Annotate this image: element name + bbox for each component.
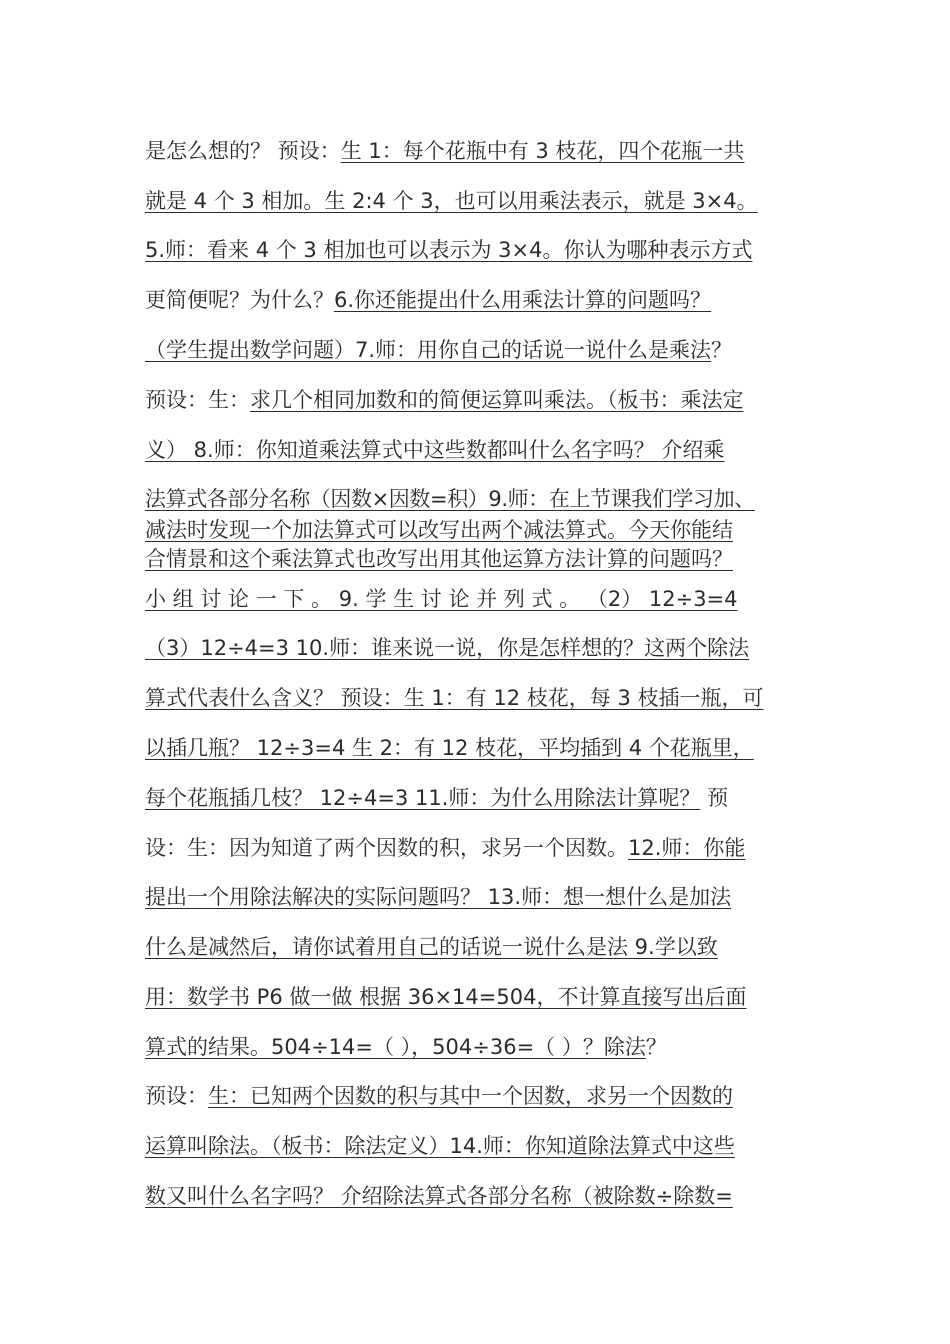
underlined-text-run: 用：数学书 P6 做一做 根据 36×14=504，不计算直接写出后面 [145,985,747,1009]
underlined-text-run: 5.师：看来 4 个 3 相加也可以表示为 3×4。你认为哪种表示方式 [145,238,753,262]
text-line [145,546,810,572]
underlined-text-run: 法算式各部分名称（因数×因数=积）9.师：在上节课我们学习加、 [145,487,755,511]
underlined-text-run: 12.师：你能 [628,836,746,860]
text-line [145,138,810,164]
underlined-text-run: 合情景和这个乘法算式也改写出用其他运算方法计算的问题吗？ [145,547,733,571]
text-run: 预 [700,786,729,810]
text-run: ？ [711,338,733,362]
underlined-text-run: 以插几瓶？ 12÷3=4 生 2：有 12 枝花，平均插到 4 个花瓶里， [145,736,754,760]
underlined-text-run: 生 1：每个花瓶中有 3 枝花，四个花瓶一共 [340,139,745,163]
text-run: ？ [645,1035,667,1059]
text-run: 预设：生： [145,388,250,412]
text-line [145,237,810,263]
text-line [145,486,810,512]
text-line [145,1083,810,1109]
underlined-text-run: 什么是减然后，请你试着用自己的话说一说什么是法 9.学以致 [145,935,718,959]
text-line [145,984,810,1010]
underlined-text-run: 求几个相同加数和的简便运算叫乘法。（板书：乘法定 [250,388,744,412]
text-line [145,1034,810,1060]
underlined-text-run: 义） 8.师：你知道乘法算式中这些数都叫什么名字吗？ 介绍乘 [145,438,725,462]
text-line [145,387,810,413]
underlined-text-run: 算式代表什么含义？ 预设：生 1：有 12 枝花，每 3 枝插一瓶，可 [145,686,764,710]
text-line [145,934,810,960]
text-line [145,635,810,661]
text-line [145,1133,810,1159]
text-line [145,337,810,363]
underlined-text-run: 6.你还能提出什么用乘法计算的问题吗？ [334,288,712,312]
text-run: 是怎么想的？ 预设： [145,139,341,163]
underlined-text-run: 生：已知两个因数的积与其中一个因数，求另一个因数的 [208,1084,733,1108]
text-line [145,586,810,612]
text-line [145,884,810,910]
underlined-text-run: 运算叫除法。（板书：除法定义）14.师：你知道除法算式中这些 [145,1134,735,1158]
underlined-text-run: （学生提出数学问题）7.师：用你自己的话说一说什么是乘法 [145,338,712,362]
text-line [145,685,810,711]
text-run: 更简便呢？为什么？ [145,288,334,312]
underlined-text-run: 数又叫什么名字吗？ 介绍除法算式各部分名称（被除数÷除数= [145,1184,733,1208]
text-line [145,735,810,761]
underlined-text-run: 算式的结果。504÷14=（ ），504÷36=（ ）？除法 [145,1035,646,1059]
text-line [145,785,810,811]
underlined-text-run: 每个花瓶插几枝？ 12÷4=3 11.师：为什么用除法计算呢？ [145,786,701,810]
text-line [145,835,810,861]
text-line [145,437,810,463]
text-line [145,287,810,313]
text-line [145,188,810,214]
text-line [145,1183,810,1209]
underlined-text-run: 小 组 讨 论 一 下 。 9. 学 生 讨 论 并 列 式 。 （2） 12÷3=4 [145,587,738,611]
underlined-text-run: （3）12÷4=3 10.师：谁来说一说，你是怎样想的？这两个除法 [145,636,750,660]
underlined-text-run: 提出一个用除法解决的实际问题吗？ 13.师：想一想什么是加法 [145,885,732,909]
text-run: 设：生：因为知道了两个因数的积，求另一个因数。 [145,836,628,860]
underlined-text-run: 减法时发现一个加法算式可以改写出两个减法算式。今天你能结 [145,518,733,542]
underlined-text-run: 就是 4 个 3 相加。生 2:4 个 3，也可以用乘法表示，就是 3×4。 [145,189,758,213]
text-run: 预设： [145,1084,208,1108]
text-line [145,517,810,543]
